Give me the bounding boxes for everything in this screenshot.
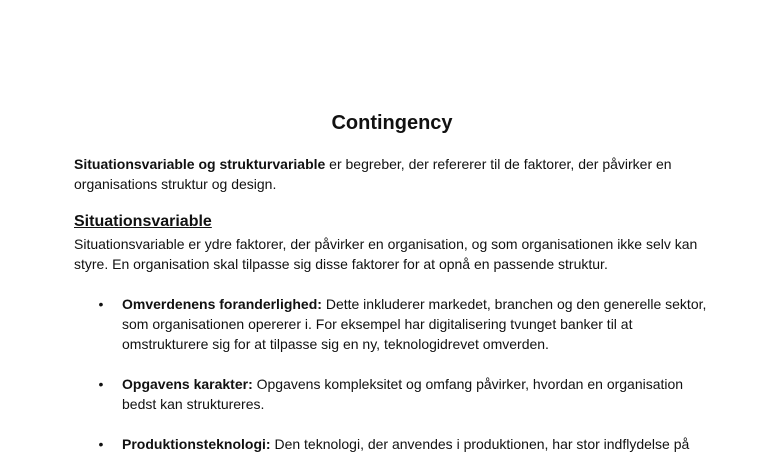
- bullet-term: Opgavens karakter:: [122, 376, 253, 392]
- intro-bold-term: Situationsvariable og strukturvariable: [74, 156, 326, 172]
- bullet-term: Produktionsteknologi:: [122, 436, 271, 452]
- bullet-icon: •: [98, 436, 104, 452]
- section-heading: Situationsvariable: [74, 213, 212, 230]
- bullet-list: [0, 294, 784, 474]
- bullet-term: Omverdenens foranderlighed:: [122, 296, 322, 312]
- section-paragraph: Situationsvariable er ydre faktorer, der påvirker en organisation, og som organisationen ikke selv kan styre. En organisation skal tilpasse sig disse faktorer for at opnå en passende struktur.: [74, 236, 698, 272]
- intro-paragraph: [74, 154, 714, 194]
- page-title: Contingency: [331, 112, 453, 134]
- bullet-text: Den teknologi, der anvendes i produktionen, har stor indflydelse på: [270, 436, 690, 452]
- bullet-icon: •: [98, 296, 104, 312]
- list-item: [0, 294, 712, 354]
- list-item: [0, 374, 712, 414]
- bullet-text: Opgavens kompleksitet og omfang påvirker, hvordan en organisation bedst kan struktureres.: [122, 376, 684, 412]
- bullet-text: Dette inkluderer markedet, branchen og den generelle sektor, som organisationen opererer i. For eksempel har digitalisering tvunget banker til at omstrukturere sig for at tilpasse sig en ny, teknologidrevet omverden.: [122, 296, 707, 352]
- intro-text: er begreber, der refererer til de faktorer, der påvirker en organisations struktur og design.: [74, 156, 672, 192]
- bullet-icon: •: [98, 376, 104, 392]
- list-item: [0, 434, 712, 454]
